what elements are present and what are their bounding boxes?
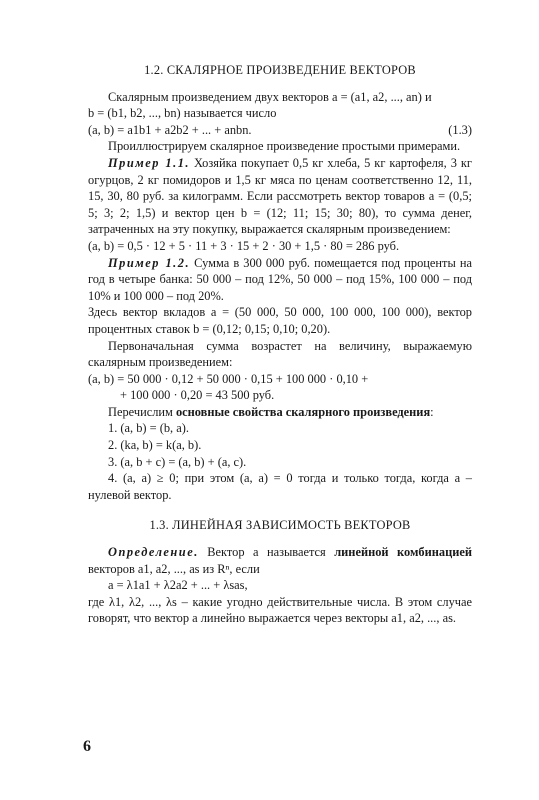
property-4: 4. (a, a) ≥ 0; при этом (a, a) = 0 тогда и только тогда, когда a – нулевой вектор. <box>88 471 472 502</box>
definition-line-1: Скалярным произведением двух векторов a = (a1, a2, ..., an) и <box>108 89 432 104</box>
definition-text-post: векторов a1, a2, ..., as из Rⁿ, если <box>88 561 260 576</box>
properties-intro-pre: Перечислим <box>108 404 176 419</box>
definition-label: Определение. <box>108 545 199 560</box>
example-1-2-vectors: Здесь вектор вкладов a = (50 000, 50 000, 100 000, 100 000), вектор процентных ставок b = (0,12; 0,15; 0,10; 0,20). <box>88 305 472 336</box>
example-1-1 <box>88 155 472 238</box>
definition-text-pre: Вектор a называется <box>198 545 335 560</box>
example-1-1-text: Хозяйка покупает 0,5 кг хлеба, 5 кг картофеля, 3 кг огурцов, 2 кг помидоров и 1,5 кг мяса по ценам соответственно 12, 11, 15, 30, 80 руб. за килограмм. Если рассмотреть вектор товаров a = (0,5; 5; 3; 2; 1,5) и вектор цен b = (12; 11; 15; 30; 80), то сумма денег, затраченных на эту покупку, выражается скалярным произведением: <box>88 155 472 237</box>
page-number: 6 <box>83 738 91 755</box>
illustrate-paragraph: Проиллюстрируем скалярное произведение простыми примерами. <box>108 139 461 154</box>
page-content <box>88 62 472 627</box>
section-heading-1-3: 1.3. ЛИНЕЙНАЯ ЗАВИСИМОСТЬ ВЕКТОРОВ <box>149 518 411 533</box>
example-1-2-text: Сумма в 300 000 руб. помещается под проценты на год в четыре банка: 50 000 – под 12%, 50 000 – под 15%, 100 000 – под 10% и 100 000 – под 20%. <box>88 255 472 303</box>
example-1-1-formula: (a, b) = 0,5 · 12 + 5 · 11 + 3 · 15 + 2 · 30 + 1,5 · 80 = 286 руб. <box>88 238 400 253</box>
linear-combination-formula: a = λ1a1 + λ2a2 + ... + λsas, <box>108 578 248 593</box>
example-1-2-formula-line-1: (a, b) = 50 000 · 0,12 + 50 000 · 0,15 + 100 000 · 0,10 + <box>88 371 369 386</box>
properties-intro-bold: основные свойства скалярного произведения <box>175 404 431 419</box>
definition-linear-combination <box>88 544 472 577</box>
example-1-2-label: Пример 1.2. <box>108 255 191 270</box>
example-1-2 <box>88 255 472 305</box>
definition-bold-term: линейной комбинацией <box>334 545 472 560</box>
formula-1-3 <box>88 122 472 139</box>
definition-line-2: b = (b1, b2, ..., bn) называется число <box>88 106 277 121</box>
example-1-1-label: Пример 1.1. <box>108 155 190 170</box>
lambda-paragraph: где λ1, λ2, ..., λs – какие угодно действительные числа. В этом случае говорят, что вектор a линейно выражается через векторы a1, a2, ..., as. <box>88 594 472 626</box>
property-1: 1. (a, b) = (b, a). <box>108 421 189 436</box>
formula-1-3-number: (1.3) <box>448 122 472 137</box>
example-1-2-formula-line-2: + 100 000 · 0,20 = 43 500 руб. <box>120 388 275 403</box>
example-1-2-growth: Первоначальная сумма возрастет на величину, выражаемую скалярным произведением: <box>88 338 472 370</box>
property-3: 3. (a, b + c) = (a, b) + (a, c). <box>108 454 247 469</box>
section-heading-1-2: 1.2. СКАЛЯРНОЕ ПРОИЗВЕДЕНИЕ ВЕКТОРОВ <box>144 63 416 77</box>
formula-1-3-expression: (a, b) = a1b1 + a2b2 + ... + anbn. <box>88 122 252 137</box>
property-2: 2. (ka, b) = k(a, b). <box>108 438 202 453</box>
properties-intro-post: : <box>430 404 434 419</box>
properties-intro <box>88 404 472 421</box>
